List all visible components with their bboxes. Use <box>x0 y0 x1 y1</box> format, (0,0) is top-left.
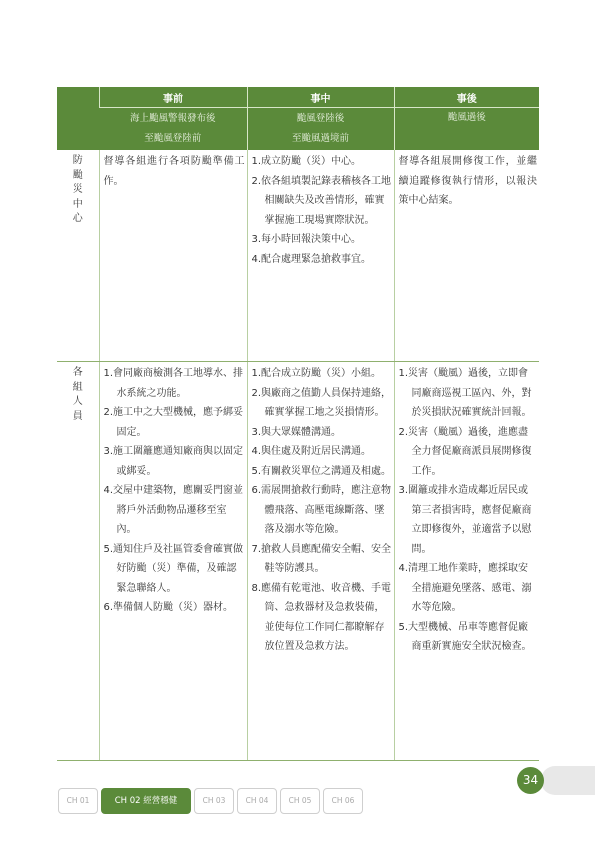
list-item: 2.施工中之大型機械，應予綁妥固定。 <box>103 407 244 438</box>
chapter-tab-ch02[interactable]: CH 02 經營穩健 <box>101 788 191 814</box>
subheader-line: 海上颱風警報發布後 <box>129 113 216 124</box>
chapter-tab-ch03[interactable]: CH 03 <box>194 788 234 814</box>
list-item: 2.與廠商之值勤人員保持連絡，確實掌握工地之災損情形。 <box>251 387 392 418</box>
subheader-after <box>394 108 539 151</box>
list-item: 4.配合處理緊急搶救事宜。 <box>251 253 372 265</box>
list-item: 4.與住處及附近居民溝通。 <box>251 446 372 457</box>
list-item: 1.會同廠商檢測各工地導水、排水系統之功能。 <box>103 368 244 399</box>
table-cell <box>394 362 539 761</box>
table-row <box>57 150 539 362</box>
list-item: 1.成立防颱（災）中心。 <box>251 156 362 167</box>
subheader-line: 颱風登陸後 <box>296 113 345 124</box>
list-item: 4.交屋中建築物，應關妥門窗並將戶外活動物品遷移至室內。 <box>103 485 244 535</box>
row-label: 各組人員 <box>72 367 83 422</box>
table-cell <box>247 150 394 362</box>
chapter-tab-ch06[interactable]: CH 06 <box>323 788 363 814</box>
row-label-cell <box>57 362 99 761</box>
cell-text: 督導各組進行各項防颱準備工作。 <box>103 156 245 187</box>
table-cell <box>394 150 539 362</box>
chapter-tab-ch04[interactable]: CH 04 <box>237 788 277 814</box>
list-item: 6.準備個人防颱（災）器材。 <box>103 602 234 613</box>
list-item: 3.與大眾媒體溝通。 <box>251 426 342 438</box>
header-during: 事中 <box>247 87 394 108</box>
list-item: 3.圍籬或排水造成鄰近居民或第三者損害時，應督促廠商立即修復外，並適當予以慰問。 <box>398 485 532 555</box>
subheader-line: 颱風過後 <box>447 112 486 123</box>
list-item: 2.災害（颱風）過後，進應盡全力督促廠商派員展開修復工作。 <box>398 426 532 477</box>
list-item: 5.有關救災單位之溝通及相處。 <box>251 465 392 477</box>
page-tab-decoration <box>541 766 595 795</box>
list-item: 2.依各組填製記錄表稽核各工地相關缺失及改善情形，確實掌握施工現場實際狀況。 <box>251 175 392 226</box>
chapter-tab-ch05[interactable]: CH 05 <box>280 788 320 814</box>
list-item: 3.施工圍籬應通知廠商與以固定或綁妥。 <box>103 446 244 477</box>
row-label-cell <box>57 150 99 362</box>
header-row <box>57 87 539 108</box>
cell-text: 督導各組展開修復工作，並繼續追蹤修復執行情形，以報決策中心結案。 <box>398 156 537 206</box>
list-item: 6.需展開搶救行動時，應注意物體飛落、高壓電線斷落、墜落及溺水等危險。 <box>251 485 392 535</box>
subheader-before <box>99 108 247 151</box>
page-number: 34 <box>517 767 544 794</box>
table-cell <box>247 362 394 761</box>
subheader-during <box>247 108 394 151</box>
header-corner <box>57 87 99 150</box>
list-item: 4.清理工地作業時，應採取安全措施避免墜落、感電、溺水等危險。 <box>398 563 532 613</box>
header-after: 事後 <box>394 87 539 108</box>
list-item: 7.搶救人員應配備安全帽、安全鞋等防護具。 <box>251 543 392 574</box>
chapter-tab-ch01[interactable]: CH 01 <box>58 788 98 814</box>
list-item: 1.災害（颱風）過後，立即會同廠商巡視工區內、外，對於災損狀況確實統計回報。 <box>398 368 532 418</box>
disaster-response-table <box>57 87 539 761</box>
table-cell <box>99 362 247 761</box>
table-row <box>57 362 539 761</box>
subheader-row <box>57 108 539 151</box>
subheader-line: 至颱風登陸前 <box>144 133 202 144</box>
list-item: 8.應備有乾電池、收音機、手電筒、急救器材及急救裝備，並使每位工作同仁都瞭解存放位置及急救方法。 <box>251 582 392 652</box>
list-item: 5.通知住戶及社區管委會確實做好防颱（災）準備，及確認緊急聯絡人。 <box>103 543 244 594</box>
list-item: 3.每小時回報決策中心。 <box>251 234 362 245</box>
list-item: 5.大型機械、吊車等應督促廠商重新實施安全狀況檢查。 <box>398 621 532 652</box>
header-before: 事前 <box>99 87 247 108</box>
chapter-nav <box>58 788 366 814</box>
subheader-line: 至颱風過境前 <box>291 133 349 144</box>
row-label: 防颱災中心 <box>72 155 83 224</box>
table-cell <box>99 150 247 362</box>
list-item: 1.配合成立防颱（災）小組。 <box>251 368 382 379</box>
